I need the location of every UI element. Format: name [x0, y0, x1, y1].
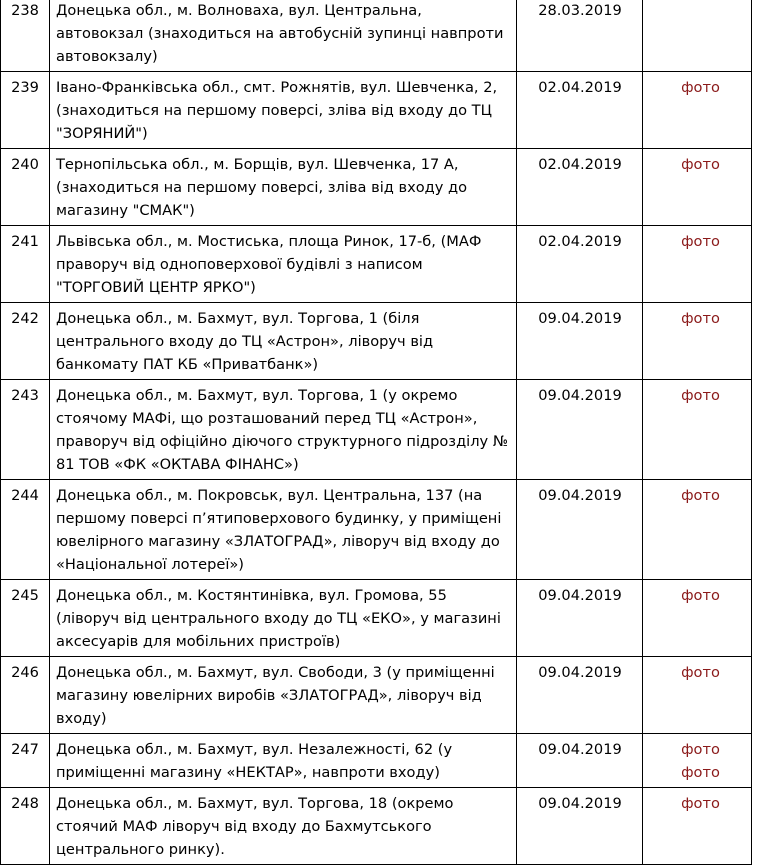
- row-date: 09.04.2019: [517, 734, 643, 788]
- row-date: 09.04.2019: [517, 788, 643, 865]
- row-address: Донецька обл., м. Покровськ, вул. Центральна, 137 (на першому поверсі п’ятиповерхового будинку, у приміщені ювелірного магазину «ЗЛАТОГРАД», ліворуч від входу до «Національної лотереї»): [50, 480, 517, 580]
- table-row: [1, 149, 752, 226]
- table-row: [1, 480, 752, 580]
- row-address: Львівська обл., м. Мостиська, площа Ринок, 17-б, (МАФ праворуч від одноповерхової будівлі з написом "ТОРГОВИЙ ЦЕНТР ЯРКО"): [50, 226, 517, 303]
- table-row: [1, 734, 752, 788]
- row-photo-cell: [643, 788, 752, 865]
- row-address: Івано-Франківська обл., смт. Рожнятів, вул. Шевченка, 2, (знаходиться на першому поверсі, зліва від входу до ТЦ "ЗОРЯНИЙ"): [50, 72, 517, 149]
- row-number: 238: [1, 0, 50, 72]
- table-row: [1, 72, 752, 149]
- row-number: 247: [1, 734, 50, 788]
- row-photo-cell: [643, 149, 752, 226]
- table-row: [1, 788, 752, 865]
- photo-link[interactable]: фото: [681, 795, 720, 812]
- row-address: Донецька обл., м. Костянтинівка, вул. Громова, 55 (ліворуч від центрального входу до ТЦ «ЕКО», у магазині аксесуарів для мобільних пристроїв): [50, 580, 517, 657]
- row-number: 245: [1, 580, 50, 657]
- row-date: 02.04.2019: [517, 72, 643, 149]
- photo-link[interactable]: фото: [681, 387, 720, 404]
- row-date: 28.03.2019: [517, 0, 643, 72]
- photo-link[interactable]: фото: [681, 79, 720, 96]
- table-row: [1, 580, 752, 657]
- row-number: 244: [1, 480, 50, 580]
- row-number: 240: [1, 149, 50, 226]
- row-date: 09.04.2019: [517, 480, 643, 580]
- row-photo-cell: [643, 0, 752, 72]
- row-date: 09.04.2019: [517, 657, 643, 734]
- row-photo-cell: [643, 72, 752, 149]
- row-photo-cell: [643, 303, 752, 380]
- table-row: [1, 380, 752, 480]
- row-number: 242: [1, 303, 50, 380]
- row-date: 09.04.2019: [517, 303, 643, 380]
- row-number: 239: [1, 72, 50, 149]
- photo-link[interactable]: фото: [681, 587, 720, 604]
- table-row: [1, 226, 752, 303]
- row-number: 243: [1, 380, 50, 480]
- table-body: [1, 0, 752, 865]
- row-address: Донецька обл., м. Бахмут, вул. Свободи, 3 (у приміщенні магазину ювелірних виробів «ЗЛАТОГРАД», ліворуч від входу): [50, 657, 517, 734]
- row-photo-cell: [643, 226, 752, 303]
- row-photo-cell: [643, 480, 752, 580]
- photo-link[interactable]: фото: [681, 741, 720, 758]
- row-date: 02.04.2019: [517, 149, 643, 226]
- row-number: 248: [1, 788, 50, 865]
- photo-link[interactable]: фото: [681, 156, 720, 173]
- row-photo-cell: [643, 380, 752, 480]
- row-photo-cell: [643, 580, 752, 657]
- row-photo-cell: [643, 657, 752, 734]
- row-date: 02.04.2019: [517, 226, 643, 303]
- row-number: 241: [1, 226, 50, 303]
- photo-link[interactable]: фото: [681, 233, 720, 250]
- photo-link[interactable]: фото: [681, 764, 720, 781]
- row-date: 09.04.2019: [517, 580, 643, 657]
- photo-link[interactable]: фото: [681, 664, 720, 681]
- table-row: [1, 0, 752, 72]
- row-number: 246: [1, 657, 50, 734]
- row-address: Донецька обл., м. Волноваха, вул. Центральна, автовокзал (знаходиться на автобусній зупинці навпроти автовокзалу): [50, 0, 517, 72]
- row-photo-cell: [643, 734, 752, 788]
- row-address: Донецька обл., м. Бахмут, вул. Незалежності, 62 (у приміщенні магазину «НЕКТАР», навпроти входу): [50, 734, 517, 788]
- row-address: Донецька обл., м. Бахмут, вул. Торгова, 18 (окремо стоячий МАФ ліворуч від входу до Бахмутського центрального ринку).: [50, 788, 517, 865]
- photo-link[interactable]: фото: [681, 487, 720, 504]
- row-date: 09.04.2019: [517, 380, 643, 480]
- row-address: Донецька обл., м. Бахмут, вул. Торгова, 1 (біля центрального входу до ТЦ «Астрон», ліворуч від банкомату ПАТ КБ «Приватбанк»): [50, 303, 517, 380]
- table-row: [1, 657, 752, 734]
- table-row: [1, 303, 752, 380]
- photo-link[interactable]: фото: [681, 310, 720, 327]
- row-address: Донецька обл., м. Бахмут, вул. Торгова, 1 (у окремо стоячому МАФі, що розташований перед ТЦ «Астрон», праворуч від офіційно діючого структурного підрозділу № 81 ТОВ «ФК «ОКТАВА ФІНАНС»): [50, 380, 517, 480]
- row-address: Тернопільська обл., м. Борщів, вул. Шевченка, 17 А, (знаходиться на першому поверсі, зліва від входу до магазину "СМАК"): [50, 149, 517, 226]
